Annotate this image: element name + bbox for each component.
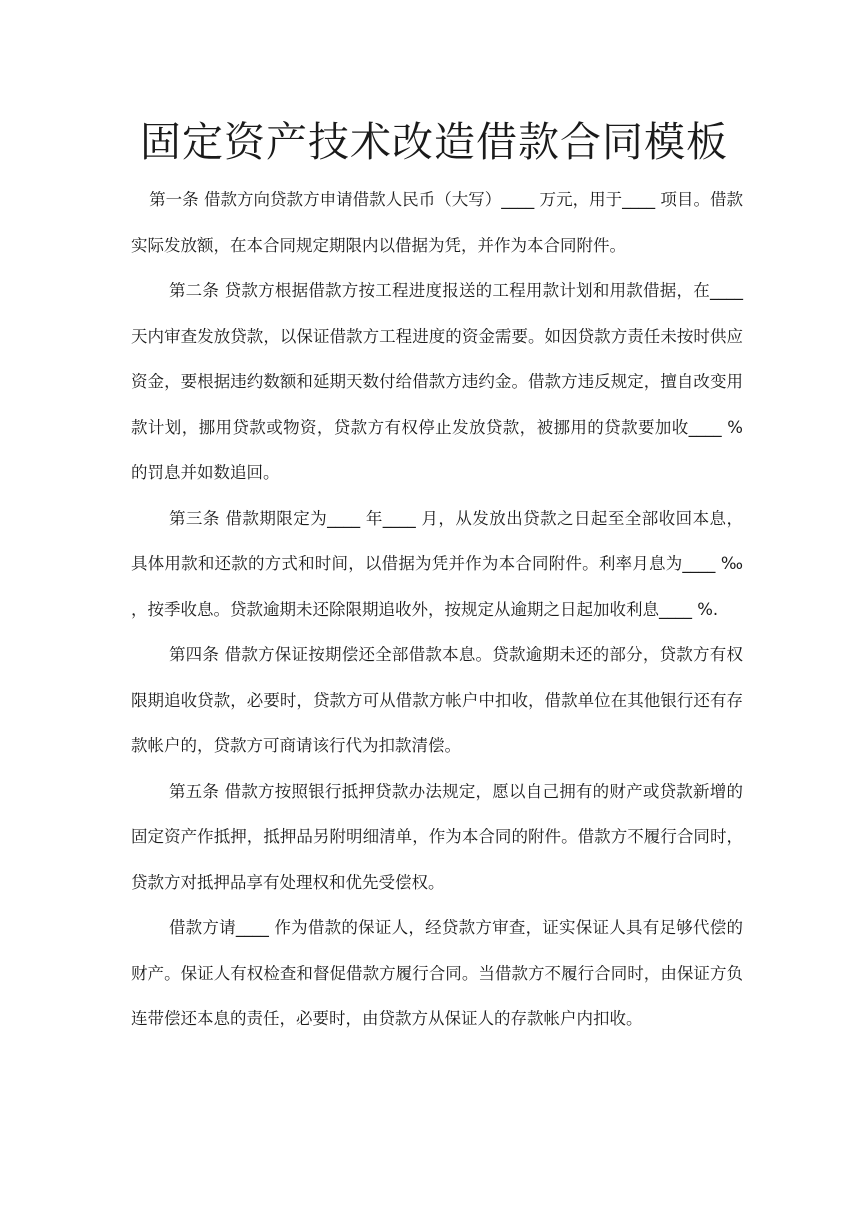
clause-2-paragraph: 第二条 贷款方根据借款方按工程进度报送的工程用款计划和用款借据，在____ 天内审查发放贷款，以保证借款方工程进度的资金需要。如因贷款方责任未按时供应资金，要根据违约数额和延期天数付给借款方违约金。借款方违反规定，擅自改变用款计划，挪用贷款或物资，贷款方有权停止发放贷款，被挪用的贷款要加收____ %的罚息并如数追回。 [131,281,743,482]
clause-1-paragraph: 第一条 借款方向贷款方申请借款人民币（大写）____ 万元，用于____ 项目。借款实际发放额，在本合同规定期限内以借据为凭，并作为本合同附件。 [131,190,743,255]
guarantor-paragraph: 借款方请____ 作为借款的保证人，经贷款方审查，证实保证人具有足够代偿的财产。保证人有权检查和督促借款方履行合同。当借款方不履行合同时，由保证方负连带偿还本息的责任，必要时，由贷款方从保证人的存款帐户内扣收。 [131,918,743,1028]
clause-4-paragraph: 第四条 借款方保证按期偿还全部借款本息。贷款逾期未还的部分，贷款方有权限期追收贷款，必要时，贷款方可从借款方帐户中扣收，借款单位在其他银行还有存款帐户的，贷款方可商请该行代为扣款清偿。 [131,645,743,755]
document-body [131,177,743,1042]
clause-5-paragraph: 第五条 借款方按照银行抵押贷款办法规定，愿以自己拥有的财产或贷款新增的固定资产作抵押，抵押品另附明细清单，作为本合同的附件。借款方不履行合同时，贷款方对抵押品享有处理权和优先受偿权。 [131,781,743,892]
clause-3-paragraph: 第三条 借款期限定为____ 年____ 月，从发放出贷款之日起至全部收回本息，具体用款和还款的方式和时间，以借据为凭并作为本合同附件。利率月息为____ ‰ ，按季收息。贷款逾期未还除限期追收外，按规定从逾期之日起加收利息____ %. [131,508,743,619]
document-title: 固定资产技术改造借款合同模板 [140,118,728,166]
